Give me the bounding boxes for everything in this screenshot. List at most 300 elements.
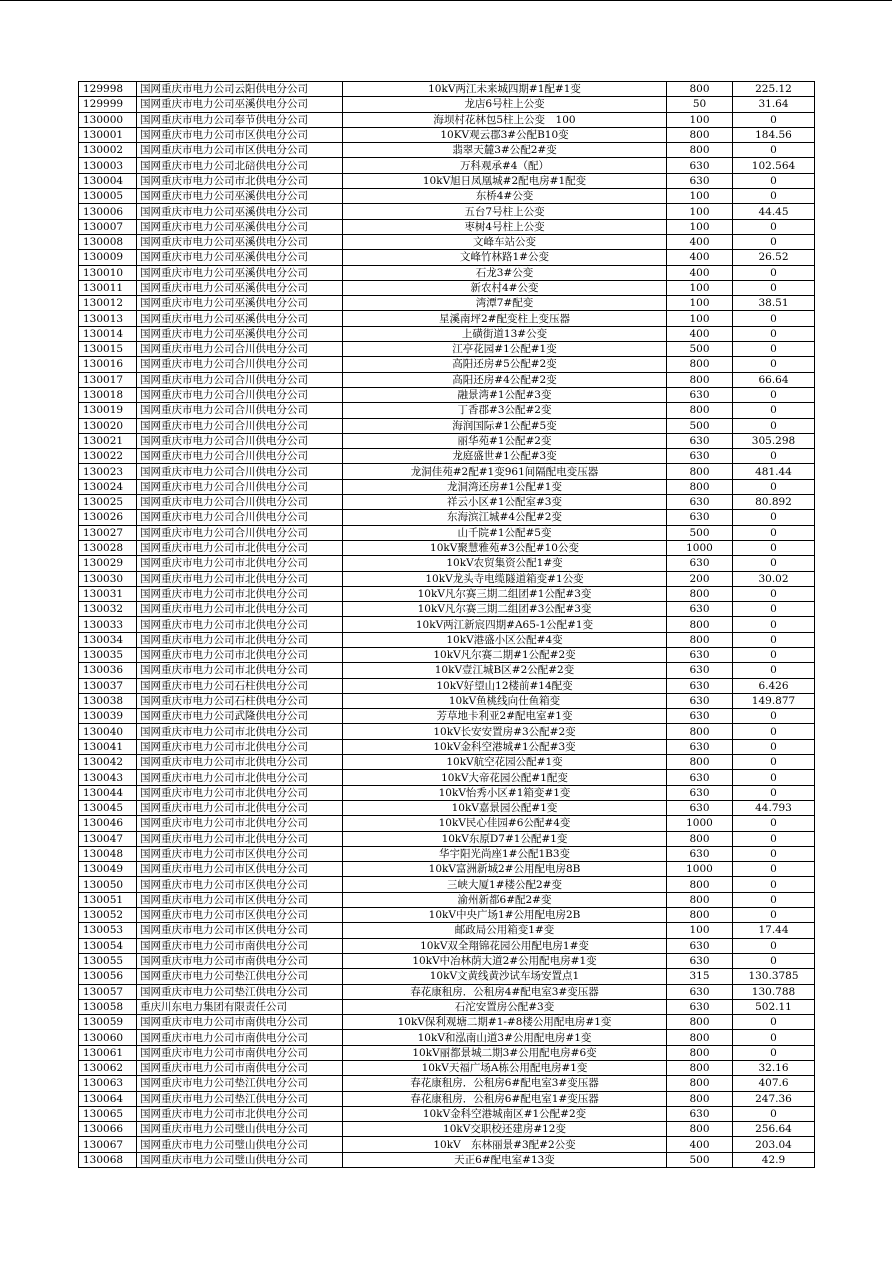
- cell-id: 130032: [79, 602, 137, 617]
- cell-transformer-name: 翡翠天麓3#公配2#变: [343, 143, 667, 158]
- table-row: [79, 678, 815, 693]
- table-row: [79, 647, 815, 662]
- cell-transformer-name: 10kV富洲新城2#公用配电房8B: [343, 862, 667, 877]
- cell-company: 国网重庆市电力公司巫溪供电分公司: [137, 296, 343, 311]
- cell-id: 130023: [79, 464, 137, 479]
- table-row: [79, 158, 815, 173]
- cell-id: 130061: [79, 1045, 137, 1060]
- cell-capacity: 800: [667, 831, 733, 846]
- table-row: [79, 1045, 815, 1060]
- cell-id: 130000: [79, 112, 137, 127]
- cell-company: 国网重庆市电力公司市北供电分公司: [137, 1106, 343, 1121]
- cell-company: 国网重庆市电力公司武隆供电分公司: [137, 709, 343, 724]
- cell-capacity: 630: [667, 449, 733, 464]
- cell-capacity: 800: [667, 1091, 733, 1106]
- cell-transformer-name: 华宇阳光尚座1#公配1B3变: [343, 846, 667, 861]
- table-row: [79, 984, 815, 999]
- cell-company: 国网重庆市电力公司市北供电分公司: [137, 755, 343, 770]
- cell-value: 184.56: [733, 127, 815, 142]
- cell-company: 国网重庆市电力公司垫江供电分公司: [137, 1076, 343, 1091]
- cell-capacity: 500: [667, 418, 733, 433]
- table-row: [79, 510, 815, 525]
- table-row: [79, 785, 815, 800]
- cell-transformer-name: 10kV交职校还建房#12变: [343, 1122, 667, 1137]
- table-row: [79, 1137, 815, 1152]
- cell-capacity: 800: [667, 1015, 733, 1030]
- cell-value: 0: [733, 265, 815, 280]
- cell-id: 130021: [79, 433, 137, 448]
- cell-transformer-name: 龙店6号柱上公变: [343, 97, 667, 112]
- cell-value: 0: [733, 112, 815, 127]
- table-row: [79, 571, 815, 586]
- cell-company: 国网重庆市电力公司垫江供电分公司: [137, 969, 343, 984]
- cell-value: 0: [733, 326, 815, 341]
- cell-id: 130015: [79, 342, 137, 357]
- table-row: [79, 739, 815, 754]
- table-row: [79, 82, 815, 97]
- cell-value: 0: [733, 892, 815, 907]
- cell-id: 130038: [79, 693, 137, 708]
- cell-capacity: 800: [667, 1122, 733, 1137]
- cell-company: 国网重庆市电力公司合川供电分公司: [137, 418, 343, 433]
- cell-transformer-name: 春花康租房．公租房6#配电室3#变压器: [343, 1076, 667, 1091]
- cell-value: 102.564: [733, 158, 815, 173]
- cell-value: 44.793: [733, 800, 815, 815]
- cell-company: 国网重庆市电力公司市区供电分公司: [137, 127, 343, 142]
- cell-transformer-name: 三峡大厦1#楼公配2#变: [343, 877, 667, 892]
- cell-company: 国网重庆市电力公司市北供电分公司: [137, 602, 343, 617]
- table-row: [79, 1015, 815, 1030]
- cell-company: 国网重庆市电力公司市北供电分公司: [137, 540, 343, 555]
- cell-value: 0: [733, 938, 815, 953]
- cell-company: 国网重庆市电力公司市北供电分公司: [137, 724, 343, 739]
- cell-company: 国网重庆市电力公司市北供电分公司: [137, 173, 343, 188]
- cell-capacity: 800: [667, 403, 733, 418]
- cell-capacity: 100: [667, 112, 733, 127]
- table-row: [79, 617, 815, 632]
- cell-id: 130027: [79, 525, 137, 540]
- cell-id: 130031: [79, 586, 137, 601]
- cell-company: 国网重庆市电力公司市北供电分公司: [137, 586, 343, 601]
- cell-company: 国网重庆市电力公司市北供电分公司: [137, 556, 343, 571]
- cell-id: 130004: [79, 173, 137, 188]
- cell-company: 国网重庆市电力公司市南供电分公司: [137, 1015, 343, 1030]
- cell-value: 203.04: [733, 1137, 815, 1152]
- cell-capacity: 800: [667, 724, 733, 739]
- table-row: [79, 862, 815, 877]
- cell-transformer-name: 10kV港盛小区公配#4变: [343, 632, 667, 647]
- cell-id: 130026: [79, 510, 137, 525]
- cell-value: 0: [733, 556, 815, 571]
- table-row: [79, 556, 815, 571]
- cell-id: 130006: [79, 204, 137, 219]
- cell-id: 130065: [79, 1106, 137, 1121]
- cell-capacity: 630: [667, 173, 733, 188]
- cell-company: 国网重庆市电力公司市北供电分公司: [137, 800, 343, 815]
- cell-capacity: 800: [667, 1061, 733, 1076]
- cell-transformer-name: 10kV大帝花园公配#1配变: [343, 770, 667, 785]
- cell-company: 国网重庆市电力公司市北供电分公司: [137, 816, 343, 831]
- cell-id: 130014: [79, 326, 137, 341]
- transformer-table-container: [78, 81, 815, 1168]
- cell-capacity: 630: [667, 953, 733, 968]
- cell-transformer-name: 星溪南坪2#配变柱上变压器: [343, 311, 667, 326]
- cell-transformer-name: 10kV聚慧雅苑#3公配#10公变: [343, 540, 667, 555]
- cell-id: 130007: [79, 219, 137, 234]
- cell-company: 国网重庆市电力公司市南供电分公司: [137, 1030, 343, 1045]
- cell-id: 129998: [79, 82, 137, 97]
- cell-capacity: 100: [667, 204, 733, 219]
- cell-capacity: 1000: [667, 540, 733, 555]
- cell-capacity: 100: [667, 189, 733, 204]
- cell-company: 国网重庆市电力公司市区供电分公司: [137, 846, 343, 861]
- table-row: [79, 800, 815, 815]
- table-row: [79, 449, 815, 464]
- table-row: [79, 143, 815, 158]
- cell-value: 130.788: [733, 984, 815, 999]
- cell-transformer-name: 龙洞佳苑#2配#1变961间隔配电变压器: [343, 464, 667, 479]
- table-row: [79, 525, 815, 540]
- cell-company: 国网重庆市电力公司市区供电分公司: [137, 862, 343, 877]
- cell-capacity: 630: [667, 800, 733, 815]
- table-row: [79, 1091, 815, 1106]
- cell-transformer-name: 江亭花园#1公配#1变: [343, 342, 667, 357]
- cell-transformer-name: 文峰竹林路1#公变: [343, 250, 667, 265]
- cell-value: 0: [733, 953, 815, 968]
- cell-company: 国网重庆市电力公司石柱供电分公司: [137, 678, 343, 693]
- cell-company: 国网重庆市电力公司垫江供电分公司: [137, 984, 343, 999]
- cell-value: 247.36: [733, 1091, 815, 1106]
- cell-value: 225.12: [733, 82, 815, 97]
- cell-transformer-name: 10kV金科空港城#1公配#3变: [343, 739, 667, 754]
- cell-transformer-name: 10kV旭日凤凰城#2配电房#1配变: [343, 173, 667, 188]
- table-row: [79, 755, 815, 770]
- cell-transformer-name: 丁香郡#3公配#2变: [343, 403, 667, 418]
- cell-id: 130046: [79, 816, 137, 831]
- table-row: [79, 112, 815, 127]
- cell-value: 44.45: [733, 204, 815, 219]
- cell-capacity: 100: [667, 311, 733, 326]
- cell-transformer-name: 10kV两江未来城四期#1配#1变: [343, 82, 667, 97]
- cell-capacity: 400: [667, 265, 733, 280]
- cell-value: 0: [733, 770, 815, 785]
- cell-capacity: 630: [667, 663, 733, 678]
- cell-id: 130066: [79, 1122, 137, 1137]
- cell-id: 130003: [79, 158, 137, 173]
- table-row: [79, 693, 815, 708]
- cell-id: 130033: [79, 617, 137, 632]
- cell-value: 0: [733, 785, 815, 800]
- cell-capacity: 50: [667, 97, 733, 112]
- cell-value: 30.02: [733, 571, 815, 586]
- cell-id: 130051: [79, 892, 137, 907]
- cell-capacity: 200: [667, 571, 733, 586]
- transformer-table: [78, 81, 815, 1168]
- cell-capacity: 500: [667, 1152, 733, 1167]
- cell-value: 0: [733, 586, 815, 601]
- cell-transformer-name: 10kV中央广场1#公用配电房2B: [343, 908, 667, 923]
- cell-id: 130058: [79, 999, 137, 1014]
- cell-transformer-name: 10kV金科空港城南区#1公配#2变: [343, 1106, 667, 1121]
- cell-company: 国网重庆市电力公司合川供电分公司: [137, 495, 343, 510]
- cell-id: 130039: [79, 709, 137, 724]
- cell-capacity: 630: [667, 602, 733, 617]
- cell-capacity: 630: [667, 693, 733, 708]
- table-row: [79, 846, 815, 861]
- cell-company: 国网重庆市电力公司合川供电分公司: [137, 372, 343, 387]
- cell-capacity: 800: [667, 479, 733, 494]
- cell-company: 国网重庆市电力公司合川供电分公司: [137, 464, 343, 479]
- cell-capacity: 630: [667, 510, 733, 525]
- cell-company: 国网重庆市电力公司市区供电分公司: [137, 908, 343, 923]
- table-row: [79, 204, 815, 219]
- cell-id: 130067: [79, 1137, 137, 1152]
- cell-company: 国网重庆市电力公司巫溪供电分公司: [137, 189, 343, 204]
- cell-company: 国网重庆市电力公司云阳供电分公司: [137, 82, 343, 97]
- cell-transformer-name: 海润国际#1公配#5变: [343, 418, 667, 433]
- cell-value: 0: [733, 449, 815, 464]
- cell-id: 130037: [79, 678, 137, 693]
- cell-value: 0: [733, 342, 815, 357]
- cell-capacity: 800: [667, 357, 733, 372]
- cell-transformer-name: 10kV龙头寺电缆隧道箱变#1公变: [343, 571, 667, 586]
- cell-value: 0: [733, 877, 815, 892]
- cell-transformer-name: 春花康租房．公租房6#配电室1#变压器: [343, 1091, 667, 1106]
- cell-value: 0: [733, 418, 815, 433]
- cell-company: 国网重庆市电力公司巫溪供电分公司: [137, 326, 343, 341]
- cell-company: 国网重庆市电力公司合川供电分公司: [137, 510, 343, 525]
- cell-id: 130012: [79, 296, 137, 311]
- cell-transformer-name: 10kV凡尔赛三期二组团#3公配#3变: [343, 602, 667, 617]
- cell-capacity: 800: [667, 1045, 733, 1060]
- cell-transformer-name: 10kV 东林丽景#3配#2公变: [343, 1137, 667, 1152]
- table-row: [79, 127, 815, 142]
- cell-company: 国网重庆市电力公司北碚供电分公司: [137, 158, 343, 173]
- table-row: [79, 418, 815, 433]
- cell-company: 国网重庆市电力公司市区供电分公司: [137, 877, 343, 892]
- page-top-rule: [0, 0, 892, 1]
- cell-capacity: 100: [667, 280, 733, 295]
- cell-transformer-name: 上磺街道13#公变: [343, 326, 667, 341]
- table-row: [79, 234, 815, 249]
- cell-capacity: 800: [667, 755, 733, 770]
- cell-capacity: 630: [667, 984, 733, 999]
- cell-transformer-name: 山千院#1公配#5变: [343, 525, 667, 540]
- table-row: [79, 724, 815, 739]
- cell-capacity: 630: [667, 433, 733, 448]
- cell-transformer-name: 渝州新都6#配2#变: [343, 892, 667, 907]
- cell-transformer-name: 石沱安置房公配#3变: [343, 999, 667, 1014]
- cell-transformer-name: 10kV天福广场A栋公用配电房#1变: [343, 1061, 667, 1076]
- cell-value: 0: [733, 617, 815, 632]
- cell-capacity: 800: [667, 464, 733, 479]
- cell-value: 0: [733, 143, 815, 158]
- table-row: [79, 479, 815, 494]
- cell-capacity: 500: [667, 525, 733, 540]
- cell-value: 0: [733, 602, 815, 617]
- cell-id: 129999: [79, 97, 137, 112]
- cell-transformer-name: 10KV观云郡3#公配B10变: [343, 127, 667, 142]
- cell-id: 130056: [79, 969, 137, 984]
- cell-capacity: 630: [667, 846, 733, 861]
- cell-id: 130005: [79, 189, 137, 204]
- cell-company: 重庆川东电力集团有限责任公司: [137, 999, 343, 1014]
- cell-capacity: 1000: [667, 816, 733, 831]
- cell-capacity: 400: [667, 234, 733, 249]
- table-row: [79, 97, 815, 112]
- cell-capacity: 800: [667, 617, 733, 632]
- cell-transformer-name: 新农村4#公变: [343, 280, 667, 295]
- cell-company: 国网重庆市电力公司巫溪供电分公司: [137, 265, 343, 280]
- cell-id: 130030: [79, 571, 137, 586]
- cell-capacity: 630: [667, 1106, 733, 1121]
- cell-transformer-name: 10kV东原D7#1公配#1变: [343, 831, 667, 846]
- cell-company: 国网重庆市电力公司合川供电分公司: [137, 387, 343, 402]
- cell-value: 0: [733, 510, 815, 525]
- cell-value: 26.52: [733, 250, 815, 265]
- cell-capacity: 800: [667, 143, 733, 158]
- cell-transformer-name: 石龙3#公变: [343, 265, 667, 280]
- cell-value: 0: [733, 219, 815, 234]
- cell-capacity: 800: [667, 82, 733, 97]
- cell-value: 38.51: [733, 296, 815, 311]
- cell-capacity: 630: [667, 938, 733, 953]
- cell-value: 42.9: [733, 1152, 815, 1167]
- table-row: [79, 1122, 815, 1137]
- cell-id: 130044: [79, 785, 137, 800]
- cell-value: 0: [733, 862, 815, 877]
- cell-transformer-name: 10kV长安安置房#3公配#2变: [343, 724, 667, 739]
- cell-company: 国网重庆市电力公司市区供电分公司: [137, 892, 343, 907]
- cell-capacity: 630: [667, 647, 733, 662]
- cell-capacity: 800: [667, 892, 733, 907]
- cell-id: 130017: [79, 372, 137, 387]
- table-row: [79, 173, 815, 188]
- cell-company: 国网重庆市电力公司市南供电分公司: [137, 938, 343, 953]
- cell-id: 130041: [79, 739, 137, 754]
- cell-transformer-name: 10kV文黄线黄沙试车场安置点1: [343, 969, 667, 984]
- cell-id: 130034: [79, 632, 137, 647]
- table-row: [79, 816, 815, 831]
- cell-id: 130008: [79, 234, 137, 249]
- cell-id: 130011: [79, 280, 137, 295]
- cell-company: 国网重庆市电力公司巫溪供电分公司: [137, 234, 343, 249]
- cell-transformer-name: 湾潭7#配变: [343, 296, 667, 311]
- cell-transformer-name: 10kV保利观塘二期#1-#8楼公用配电房#1变: [343, 1015, 667, 1030]
- cell-id: 130022: [79, 449, 137, 464]
- table-row: [79, 1152, 815, 1167]
- cell-transformer-name: 10kV双全翔锦花园公用配电房1#变: [343, 938, 667, 953]
- cell-transformer-name: 10kV凡尔赛二期#1公配#2变: [343, 647, 667, 662]
- cell-id: 130050: [79, 877, 137, 892]
- cell-value: 0: [733, 709, 815, 724]
- cell-value: 0: [733, 280, 815, 295]
- cell-company: 国网重庆市电力公司市北供电分公司: [137, 770, 343, 785]
- cell-id: 130059: [79, 1015, 137, 1030]
- cell-value: 0: [733, 234, 815, 249]
- cell-id: 130010: [79, 265, 137, 280]
- cell-transformer-name: 五台7号柱上公变: [343, 204, 667, 219]
- table-row: [79, 357, 815, 372]
- cell-value: 481.44: [733, 464, 815, 479]
- cell-company: 国网重庆市电力公司市区供电分公司: [137, 143, 343, 158]
- cell-value: 0: [733, 1106, 815, 1121]
- table-row: [79, 1061, 815, 1076]
- cell-company: 国网重庆市电力公司巫溪供电分公司: [137, 204, 343, 219]
- cell-transformer-name: 龙庭盛世#1公配#3变: [343, 449, 667, 464]
- cell-id: 130036: [79, 663, 137, 678]
- cell-transformer-name: 文峰车站公变: [343, 234, 667, 249]
- cell-id: 130062: [79, 1061, 137, 1076]
- cell-value: 0: [733, 816, 815, 831]
- cell-id: 130063: [79, 1076, 137, 1091]
- cell-transformer-name: 邮政局公用箱变1#变: [343, 923, 667, 938]
- table-row: [79, 219, 815, 234]
- cell-company: 国网重庆市电力公司市北供电分公司: [137, 647, 343, 662]
- cell-capacity: 630: [667, 678, 733, 693]
- cell-company: 国网重庆市电力公司市北供电分公司: [137, 632, 343, 647]
- cell-transformer-name: 海坝村花林包5柱上公变 100: [343, 112, 667, 127]
- cell-capacity: 400: [667, 250, 733, 265]
- cell-capacity: 800: [667, 1076, 733, 1091]
- cell-transformer-name: 东海滨江城#4公配#2变: [343, 510, 667, 525]
- cell-capacity: 630: [667, 709, 733, 724]
- cell-capacity: 315: [667, 969, 733, 984]
- cell-capacity: 630: [667, 999, 733, 1014]
- cell-company: 国网重庆市电力公司市北供电分公司: [137, 663, 343, 678]
- cell-value: 0: [733, 479, 815, 494]
- cell-transformer-name: 春花康租房．公租房4#配电室3#变压器: [343, 984, 667, 999]
- cell-id: 130055: [79, 953, 137, 968]
- cell-value: 0: [733, 357, 815, 372]
- cell-value: 502.11: [733, 999, 815, 1014]
- cell-capacity: 800: [667, 908, 733, 923]
- table-row: [79, 663, 815, 678]
- cell-company: 国网重庆市电力公司市北供电分公司: [137, 785, 343, 800]
- cell-value: 0: [733, 831, 815, 846]
- cell-capacity: 800: [667, 632, 733, 647]
- cell-id: 130054: [79, 938, 137, 953]
- table-row: [79, 938, 815, 953]
- cell-value: 305.298: [733, 433, 815, 448]
- cell-id: 130060: [79, 1030, 137, 1045]
- cell-transformer-name: 10kV嘉景园公配#1变: [343, 800, 667, 815]
- cell-company: 国网重庆市电力公司市北供电分公司: [137, 617, 343, 632]
- cell-id: 130048: [79, 846, 137, 861]
- table-row: [79, 923, 815, 938]
- cell-transformer-name: 万科观承#4（配）: [343, 158, 667, 173]
- cell-capacity: 1000: [667, 862, 733, 877]
- cell-id: 130019: [79, 403, 137, 418]
- cell-id: 130045: [79, 800, 137, 815]
- table-row: [79, 892, 815, 907]
- cell-company: 国网重庆市电力公司石柱供电分公司: [137, 693, 343, 708]
- cell-value: 149.877: [733, 693, 815, 708]
- cell-company: 国网重庆市电力公司合川供电分公司: [137, 433, 343, 448]
- cell-capacity: 630: [667, 785, 733, 800]
- cell-capacity: 800: [667, 877, 733, 892]
- table-row: [79, 342, 815, 357]
- cell-transformer-name: 10kV民心佳园#6公配#4变: [343, 816, 667, 831]
- table-row: [79, 709, 815, 724]
- cell-company: 国网重庆市电力公司市南供电分公司: [137, 1045, 343, 1060]
- cell-id: 130064: [79, 1091, 137, 1106]
- table-row: [79, 540, 815, 555]
- cell-company: 国网重庆市电力公司奉节供电分公司: [137, 112, 343, 127]
- cell-company: 国网重庆市电力公司璧山供电分公司: [137, 1122, 343, 1137]
- cell-transformer-name: 高阳还房#5公配#2变: [343, 357, 667, 372]
- table-row: [79, 433, 815, 448]
